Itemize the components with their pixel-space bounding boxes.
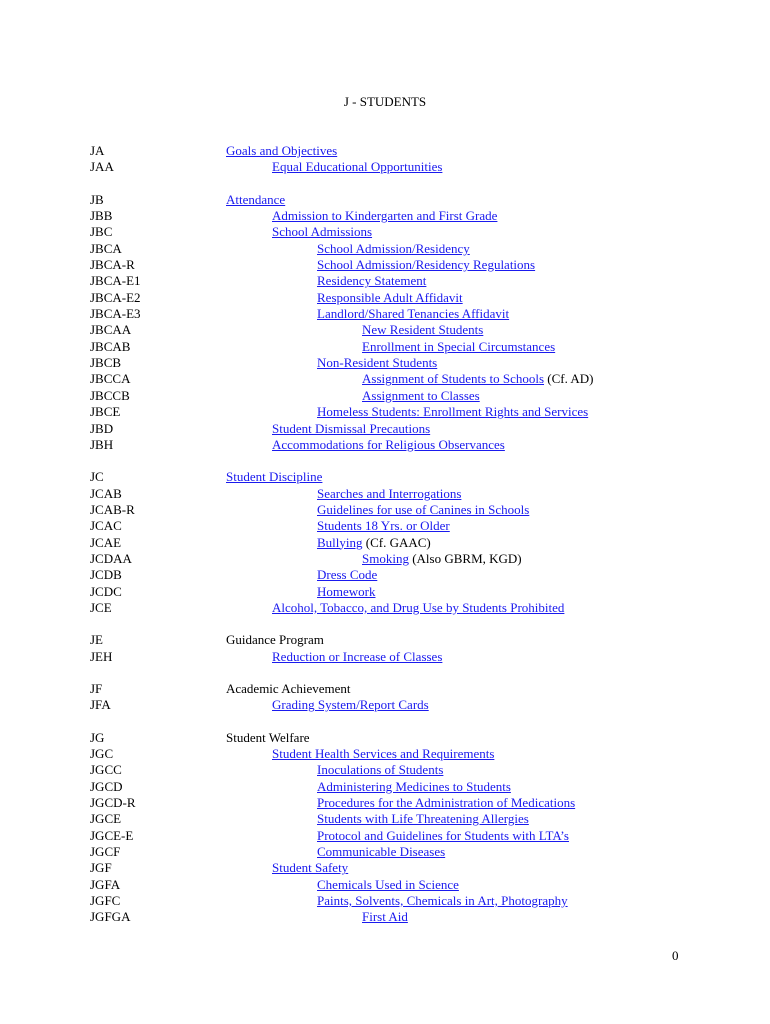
policy-code: JBCE xyxy=(90,404,121,420)
index-row xyxy=(0,860,770,876)
policy-link[interactable]: School Admission/Residency Regulations xyxy=(317,257,536,273)
policy-entry xyxy=(317,273,426,289)
policy-link[interactable]: Bullying xyxy=(317,534,363,550)
policy-code: JGCE xyxy=(90,811,122,827)
policy-entry xyxy=(362,371,593,387)
policy-code: JEH xyxy=(90,648,113,664)
index-row xyxy=(0,371,770,387)
policy-code: JBCA-E1 xyxy=(90,273,141,289)
index-row xyxy=(0,909,770,925)
index-row xyxy=(0,844,770,860)
policy-entry xyxy=(317,290,463,306)
policy-entry xyxy=(317,844,445,860)
policy-code: JBCA-E2 xyxy=(90,289,141,305)
policy-link[interactable]: Student Dismissal Precautions xyxy=(272,420,431,436)
policy-code: JBD xyxy=(90,420,114,436)
policy-code: JBCAA xyxy=(90,322,132,338)
index-row xyxy=(0,795,770,811)
policy-code: JCAB-R xyxy=(90,501,135,517)
policy-link[interactable]: Inoculations of Students xyxy=(317,762,444,778)
index-row xyxy=(0,469,770,485)
policy-link[interactable]: Smoking xyxy=(362,550,409,566)
page-title: J - STUDENTS xyxy=(343,94,427,109)
policy-link[interactable]: Goals and Objectives xyxy=(226,143,338,158)
index-row xyxy=(0,241,770,257)
index-row xyxy=(0,551,770,567)
policy-entry xyxy=(317,241,470,257)
index-row xyxy=(0,811,770,827)
policy-entry xyxy=(362,551,522,567)
policy-code: JBCA-R xyxy=(90,257,135,273)
policy-link[interactable]: Residency Statement xyxy=(317,273,427,289)
policy-entry xyxy=(317,567,377,583)
policy-entry xyxy=(317,779,511,795)
section-heading: Student Welfare xyxy=(226,729,310,745)
policy-entry xyxy=(272,860,348,876)
policy-code: JBCAB xyxy=(90,338,131,354)
policy-link[interactable]: Communicable Diseases xyxy=(317,844,446,860)
index-row xyxy=(0,535,770,551)
policy-link[interactable]: School Admissions xyxy=(272,224,373,240)
index-row xyxy=(0,388,770,404)
index-row xyxy=(0,257,770,273)
policy-link[interactable]: Student Discipline xyxy=(226,469,323,485)
index-row xyxy=(0,224,770,240)
policy-link[interactable]: Protocol and Guidelines for Students with LTA’s xyxy=(317,827,569,843)
policy-entry xyxy=(317,811,529,827)
policy-entry xyxy=(317,795,575,811)
policy-code: JF xyxy=(90,680,103,696)
policy-link[interactable]: Searches and Interrogations xyxy=(317,485,462,501)
index-row xyxy=(0,306,770,322)
policy-entry xyxy=(272,600,564,616)
policy-link[interactable]: Alcohol, Tobacco, and Drug Use by Students Prohibited xyxy=(272,599,565,615)
policy-entry xyxy=(362,388,480,404)
policy-entry xyxy=(317,762,443,778)
policy-link[interactable]: Equal Educational Opportunities xyxy=(272,159,443,175)
policy-link[interactable]: Accommodations for Religious Observances xyxy=(272,436,505,452)
policy-entry xyxy=(272,649,442,665)
index-row xyxy=(0,404,770,420)
policy-code: JGFC xyxy=(90,893,121,909)
policy-code: JBCCA xyxy=(90,371,131,387)
policy-code: JBC xyxy=(90,224,113,240)
policy-link[interactable]: Non-Resident Students xyxy=(317,355,438,371)
index-row xyxy=(0,681,770,697)
policy-code: JA xyxy=(90,143,105,158)
policy-link[interactable]: Paints, Solvents, Chemicals in Art, Photography xyxy=(317,893,568,909)
cross-reference: (Also GBRM, KGD) xyxy=(408,550,522,566)
policy-code: JBCCB xyxy=(90,387,130,403)
policy-entry xyxy=(226,632,324,648)
policy-entry xyxy=(272,224,372,240)
policy-code: JBCA xyxy=(90,240,122,256)
policy-link[interactable]: Dress Code xyxy=(317,567,378,583)
index-row xyxy=(0,893,770,909)
policy-entry xyxy=(226,469,322,485)
policy-entry xyxy=(317,584,376,600)
policy-code: JGCF xyxy=(90,844,121,860)
index-row xyxy=(0,502,770,518)
policy-code: JBCB xyxy=(90,355,122,371)
policy-entry xyxy=(272,697,429,713)
policy-entry xyxy=(317,486,461,502)
policy-code: JBB xyxy=(90,208,113,224)
index-row xyxy=(0,273,770,289)
policy-code: JGFGA xyxy=(90,909,131,925)
policy-entry xyxy=(226,730,310,746)
index-row xyxy=(0,746,770,762)
policy-entry xyxy=(226,143,337,159)
policy-code: JBH xyxy=(90,436,114,452)
policy-link[interactable]: Homeless Students: Enrollment Rights and Services xyxy=(317,404,589,420)
policy-link[interactable]: Guidelines for use of Canines in Schools xyxy=(317,501,530,517)
policy-code: JGCC xyxy=(90,762,122,778)
policy-entry xyxy=(226,681,351,697)
index-row xyxy=(0,762,770,778)
policy-entry xyxy=(317,355,437,371)
policy-code: JCE xyxy=(90,599,112,615)
policy-link[interactable]: Landlord/Shared Tenancies Affidavit xyxy=(317,306,510,322)
index-row xyxy=(0,779,770,795)
policy-code: JCDB xyxy=(90,567,122,583)
policy-entry xyxy=(317,877,459,893)
policy-code: JBCA-E3 xyxy=(90,306,141,322)
policy-entry xyxy=(317,893,568,909)
policy-entry xyxy=(317,502,529,518)
page-number: 0 xyxy=(672,948,679,963)
index-row xyxy=(0,632,770,648)
policy-link[interactable]: Student Safety xyxy=(272,860,349,876)
policy-link[interactable]: Procedures for the Administration of Medications xyxy=(317,795,576,811)
policy-link[interactable]: Admission to Kindergarten and First Grade xyxy=(272,208,498,224)
section-heading: Guidance Program xyxy=(226,632,324,648)
policy-link[interactable]: Students with Life Threatening Allergies xyxy=(317,811,529,827)
policy-code: JGCE-E xyxy=(90,827,134,843)
policy-entry xyxy=(317,828,569,844)
policy-link[interactable]: Administering Medicines to Students xyxy=(317,778,511,794)
cross-reference: (Cf. GAAC) xyxy=(362,534,431,550)
policy-code: JGCD xyxy=(90,778,123,794)
policy-index xyxy=(0,143,770,926)
policy-link[interactable]: Assignment to Classes xyxy=(362,387,480,403)
policy-code: JCAB xyxy=(90,485,122,501)
policy-entry xyxy=(272,208,497,224)
index-row xyxy=(0,828,770,844)
index-row xyxy=(0,322,770,338)
policy-link[interactable]: Assignment of Students to Schools xyxy=(362,371,545,387)
policy-code: JGC xyxy=(90,746,114,761)
index-row xyxy=(0,143,770,159)
index-row xyxy=(0,877,770,893)
policy-link[interactable]: First Aid xyxy=(362,909,408,925)
policy-link[interactable]: School Admission/Residency xyxy=(317,240,470,256)
policy-link[interactable]: Student Health Services and Requirements xyxy=(272,746,495,761)
index-row xyxy=(0,192,770,208)
index-row xyxy=(0,421,770,437)
policy-link[interactable]: Responsible Adult Affidavit xyxy=(317,289,463,305)
policy-code: JGF xyxy=(90,860,112,876)
policy-link[interactable]: Reduction or Increase of Classes xyxy=(272,648,443,664)
index-row xyxy=(0,290,770,306)
policy-entry xyxy=(317,306,509,322)
policy-code: JGCD-R xyxy=(90,795,136,811)
policy-link[interactable]: Homework xyxy=(317,583,376,599)
policy-code: JAA xyxy=(90,159,114,175)
policy-code: JG xyxy=(90,729,105,745)
policy-code: JB xyxy=(90,191,104,207)
policy-entry xyxy=(317,404,588,420)
policy-code: JGFA xyxy=(90,876,121,892)
index-row xyxy=(0,437,770,453)
policy-entry xyxy=(317,535,431,551)
policy-code: JCDC xyxy=(90,583,122,599)
index-row xyxy=(0,486,770,502)
index-row xyxy=(0,159,770,175)
policy-entry xyxy=(362,322,483,338)
policy-entry xyxy=(272,421,430,437)
cross-reference: (Cf. AD) xyxy=(544,371,594,387)
index-row xyxy=(0,518,770,534)
index-row xyxy=(0,339,770,355)
policy-entry xyxy=(362,909,408,925)
index-row xyxy=(0,649,770,665)
policy-entry xyxy=(317,518,450,534)
policy-code: JCDAA xyxy=(90,550,132,566)
index-row xyxy=(0,208,770,224)
index-row xyxy=(0,584,770,600)
policy-link[interactable]: Attendance xyxy=(226,191,286,207)
policy-code: JCAC xyxy=(90,518,122,534)
policy-link[interactable]: New Resident Students xyxy=(362,322,484,338)
index-row xyxy=(0,355,770,371)
policy-entry xyxy=(226,192,285,208)
policy-entry xyxy=(272,437,505,453)
section-heading: Academic Achievement xyxy=(226,680,351,696)
policy-link[interactable]: Students 18 Yrs. or Older xyxy=(317,518,450,534)
policy-code: JE xyxy=(90,632,103,648)
index-row xyxy=(0,697,770,713)
index-row xyxy=(0,600,770,616)
index-row xyxy=(0,730,770,746)
index-row xyxy=(0,567,770,583)
policy-entry xyxy=(317,257,535,273)
policy-link[interactable]: Grading System/Report Cards xyxy=(272,697,429,713)
policy-code: JCAE xyxy=(90,534,122,550)
policy-code: JC xyxy=(90,469,104,485)
policy-entry xyxy=(272,159,442,175)
policy-entry xyxy=(272,746,494,762)
policy-code: JFA xyxy=(90,697,111,713)
policy-link[interactable]: Chemicals Used in Science xyxy=(317,876,459,892)
policy-link[interactable]: Enrollment in Special Circumstances xyxy=(362,338,556,354)
policy-entry xyxy=(362,339,555,355)
